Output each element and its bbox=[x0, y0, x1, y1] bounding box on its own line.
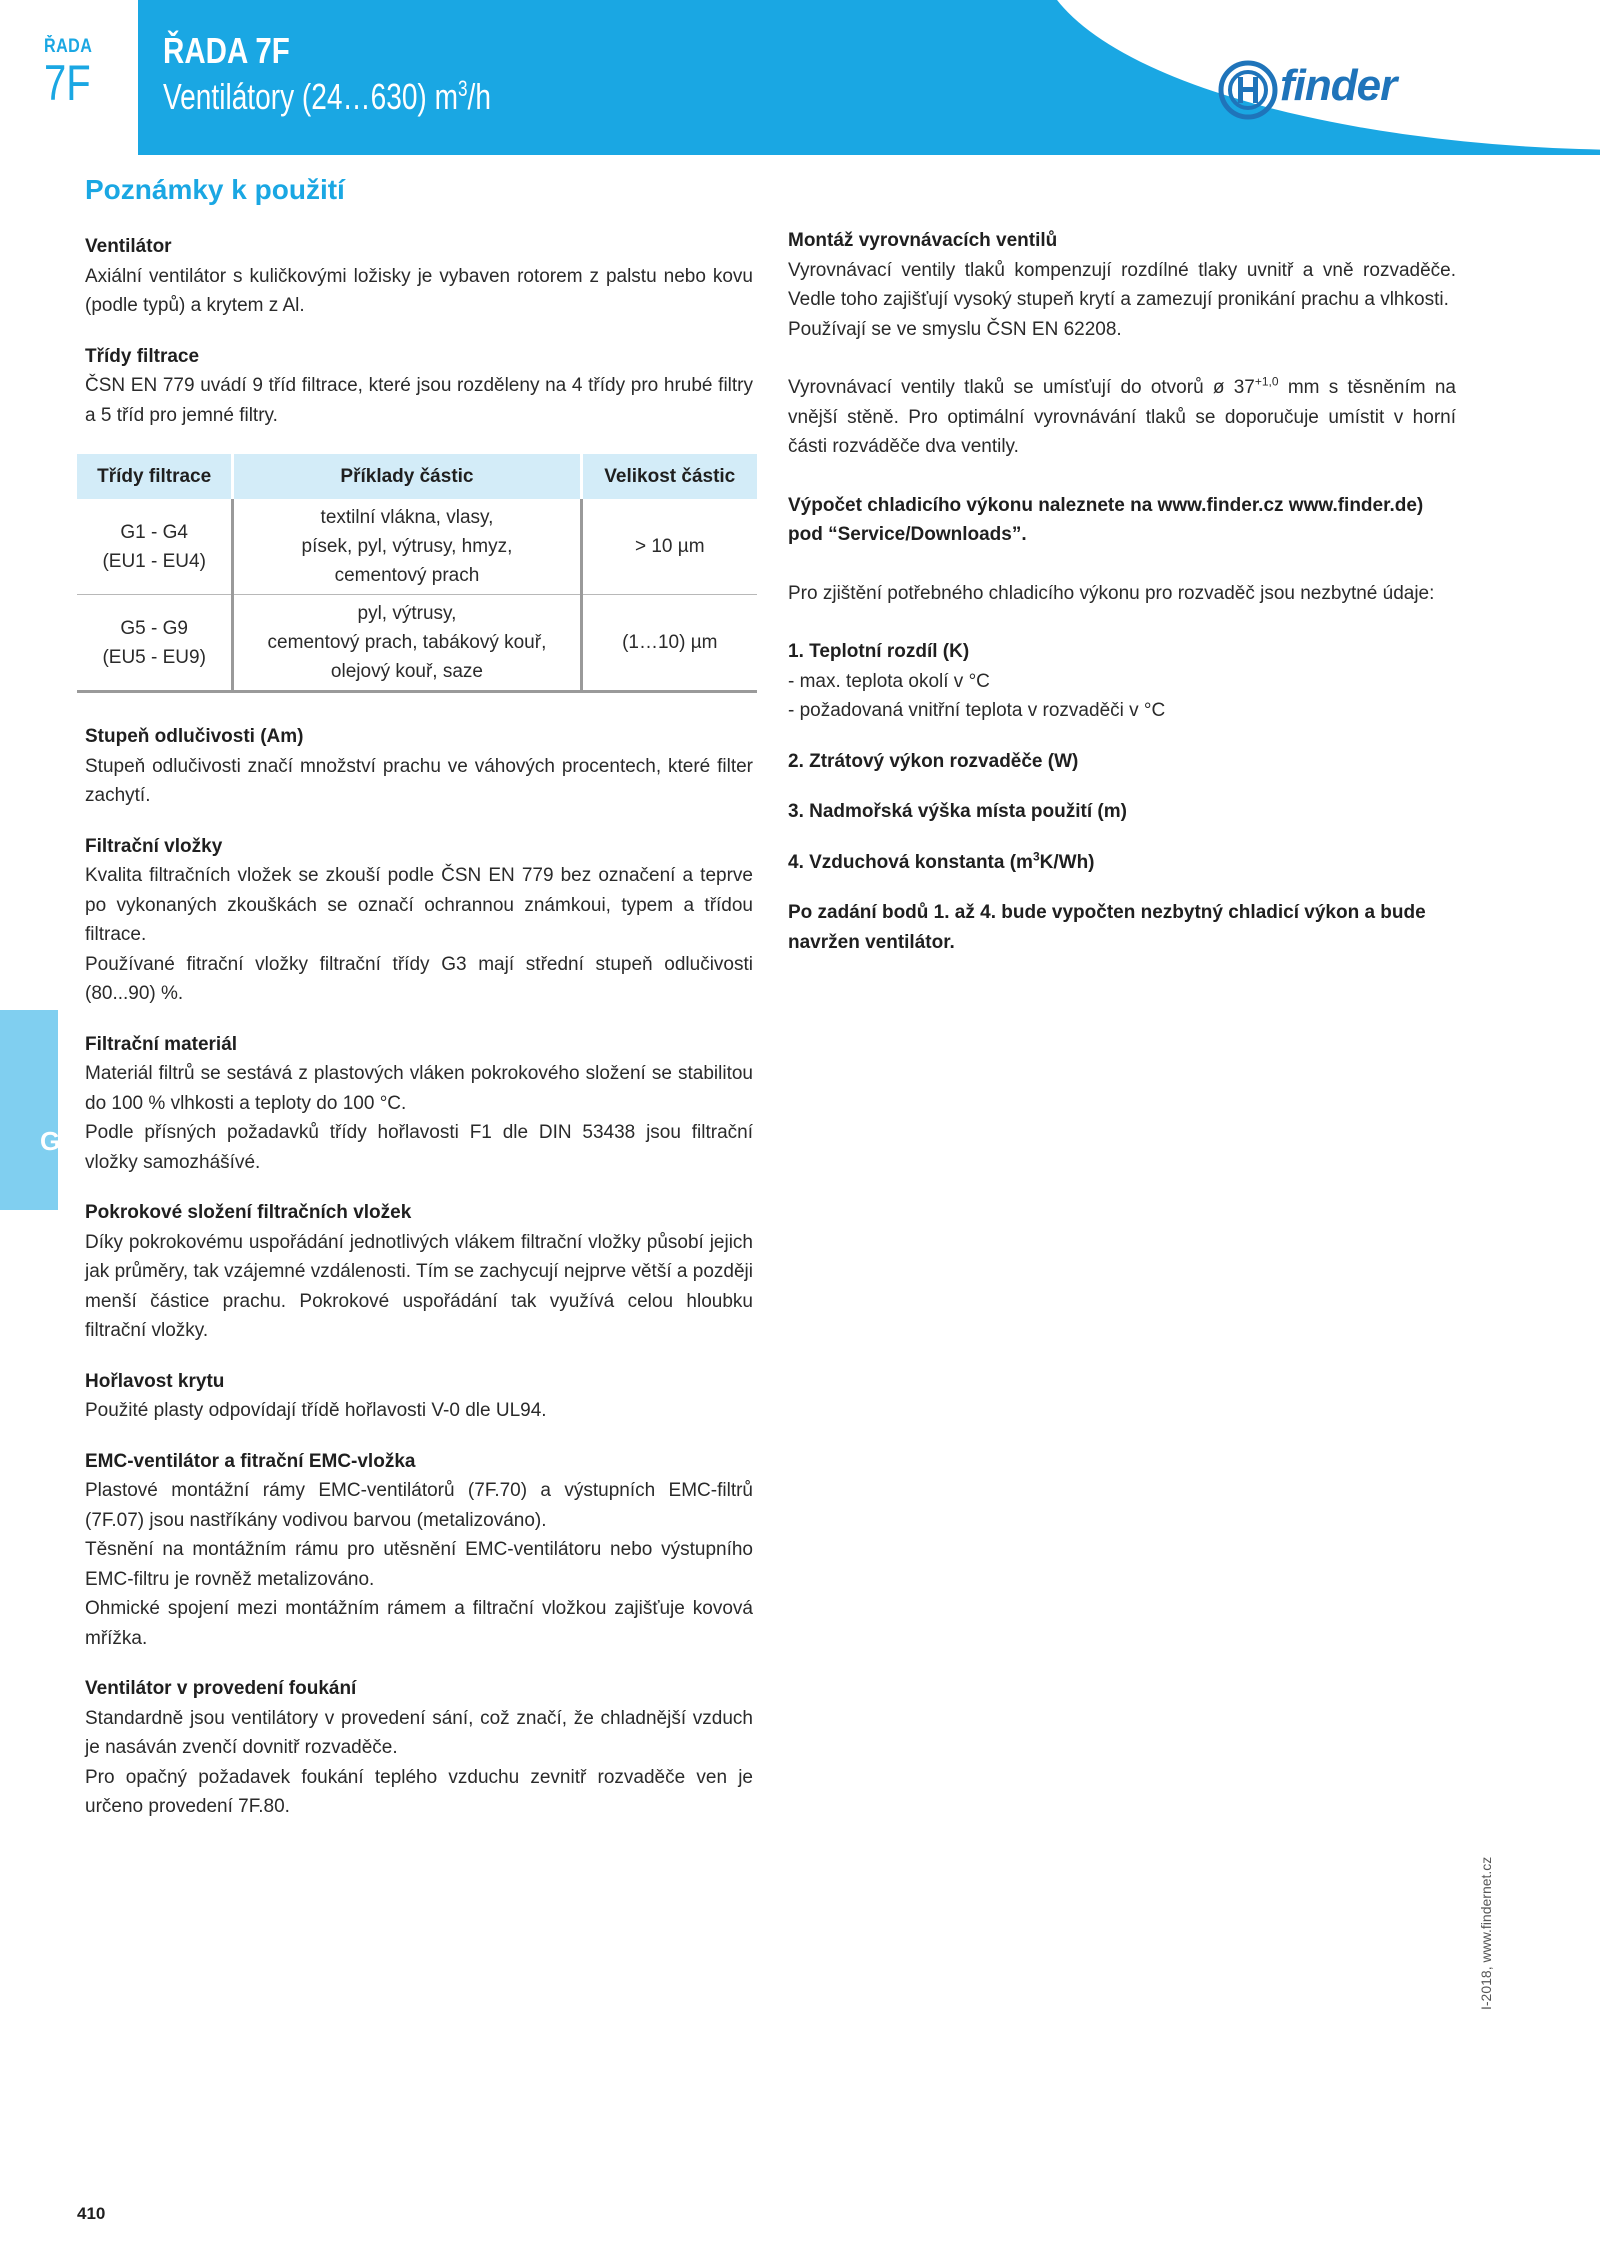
ventilator-title: Ventilátor bbox=[85, 236, 172, 257]
table-header-cell: Velikost částic bbox=[581, 454, 757, 499]
finder-logo-text: finder bbox=[1280, 61, 1397, 110]
table-row bbox=[77, 595, 757, 692]
emc-text: Těsnění na montážním rámu pro utěsnění EMC-ventilátoru nebo výstupního EMC-filtru je rovněž metalizováno. bbox=[85, 1539, 753, 1590]
vlozky-text: Kvalita filtračních vložek se zkouší podle ČSN EN 779 bez označení a teprve po vykonaných zkouškách se označí ochrannou známkoui, typem a třídou filtrace. bbox=[85, 865, 753, 945]
montaz-hole-text bbox=[788, 373, 1456, 462]
stupen-title: Stupeň odlučivosti (Am) bbox=[85, 726, 304, 747]
item-2: 2. Ztrátový výkon rozvaděče (W) bbox=[788, 750, 1079, 772]
montaz-text: Používají se ve smyslu ČSN EN 62208. bbox=[788, 318, 1122, 340]
subtitle-suffix: /h bbox=[467, 76, 491, 117]
montaz-hole-tolerance: +1,0 bbox=[1254, 374, 1279, 389]
item-4-a: 4. Vzduchová konstanta (m bbox=[788, 851, 1033, 873]
foukani-block bbox=[85, 1674, 753, 1822]
table-header-cell: Příklady částic bbox=[233, 454, 581, 499]
item-1-line: - požadovaná vnitřní teplota v rozvaděči v °C bbox=[788, 700, 1166, 721]
material-text: Materiál filtrů se sestává z plastových vláken pokrokového složení se stabilitou do 100 % vlhkosti a teploty do 100 °C. bbox=[85, 1063, 753, 1114]
subtitle-text: Ventilátory (24…630) m bbox=[163, 76, 458, 117]
tridy-block bbox=[85, 342, 753, 431]
class-line: (EU1 - EU4) bbox=[102, 550, 206, 572]
item-3: 3. Nadmořská výška místa použití (m) bbox=[788, 801, 1127, 822]
class-line: (EU5 - EU9) bbox=[102, 646, 206, 668]
emc-block bbox=[85, 1447, 753, 1654]
example-line: písek, pyl, výtrusy, hmyz, bbox=[301, 536, 513, 557]
side-chapter-letter: G bbox=[40, 1126, 61, 1156]
montaz-title: Montáž vyrovnávacích ventilů bbox=[788, 230, 1058, 251]
foukani-title: Ventilátor v provedení foukání bbox=[85, 1678, 357, 1699]
table-header-cell: Třídy filtrace bbox=[77, 454, 233, 499]
tridy-title: Třídy filtrace bbox=[85, 345, 200, 367]
table-cell-examples bbox=[233, 499, 581, 595]
vlozky-title: Filtrační vložky bbox=[85, 835, 223, 857]
table-header-row bbox=[77, 454, 757, 499]
montaz-text: Vyrovnávací ventily tlaků kompenzují rozdílné tlaky uvnitř a vně rozvaděče. Vedle toho zajišťují vysoký stupeň krytí a zamezují pronikání prachu a vlhkosti. bbox=[788, 259, 1456, 310]
table-row bbox=[77, 499, 757, 595]
example-line: pyl, výtrusy, bbox=[357, 603, 457, 624]
vypocet-text: Výpočet chladicího výkonu naleznete na www.finder.cz www.finder.de) pod “Service/Downloads”. bbox=[788, 494, 1424, 545]
montaz-hole-text-b: mm s těsněním na vnější stěně. Pro optimální vyrovnávání tlaků se doporučuje umístit v horní části rozváděče dva ventily. bbox=[788, 377, 1456, 457]
side-header bbox=[0, 0, 138, 155]
horlavost-title: Hořlavost krytu bbox=[85, 1370, 225, 1392]
emc-title: EMC-ventilátor a fitrační EMC-vložka bbox=[85, 1450, 416, 1472]
ventilator-block bbox=[85, 232, 753, 321]
filter-class-table bbox=[77, 454, 757, 693]
section-title: Poznámky k použití bbox=[85, 174, 345, 205]
item-1-line: - max. teplota okolí v °C bbox=[788, 670, 990, 692]
item-1-title: 1. Teplotní rozdíl (K) bbox=[788, 641, 970, 662]
pokrok-text: Díky pokrokovému uspořádání jednotlivých vlákem filtrační vložky působí jejich jak průměry, tak vzájemné vzdálenosti. Tím se zachycují nejprve větší a později menší částice prachu. Pokrokové uspořádání tak využívá celou hloubku filtrační vložky. bbox=[85, 1231, 753, 1341]
table-cell-size: > 10 µm bbox=[581, 499, 757, 595]
table-cell-size: (1…10) µm bbox=[581, 595, 757, 692]
table-cell-class bbox=[77, 499, 233, 595]
finder-logo bbox=[1218, 55, 1458, 125]
material-block bbox=[85, 1030, 753, 1178]
side-chapter-tab bbox=[0, 1010, 61, 1210]
foukani-text: Pro opačný požadavek foukání teplého vzduchu zevnitř rozvaděče ven je určeno provedení 7F.80. bbox=[85, 1766, 753, 1817]
series-title: ŘADA 7F bbox=[163, 30, 290, 71]
vlozky-block bbox=[85, 832, 753, 1009]
page-number: 410 bbox=[77, 2204, 106, 2223]
item-4-b: K/Wh) bbox=[1039, 851, 1095, 873]
item-4-sup: 3 bbox=[1032, 849, 1040, 864]
ventilator-text: Axiální ventilátor s kuličkovými ložisky je vybaven rotorem z palstu nebo kovu (podle typů) a krytem z Al. bbox=[85, 265, 753, 316]
side-series-number: 7F bbox=[44, 55, 91, 111]
material-text: Podle přísných požadavků třídy hořlavosti F1 dle DIN 53438 jsou filtrační vložky samozhášívé. bbox=[85, 1122, 753, 1173]
zjisteni-text: Pro zjištění potřebného chladicího výkonu pro rozvaděč jsou nezbytné údaje: bbox=[788, 582, 1435, 604]
montaz-block bbox=[788, 226, 1456, 344]
vlozky-text: Používané fitrační vložky filtrační třídy G3 mají střední stupeň odlučivosti (80...90) %. bbox=[85, 953, 753, 1004]
class-line: G1 - G4 bbox=[120, 521, 188, 543]
example-line: olejový kouř, saze bbox=[330, 661, 483, 682]
item-4 bbox=[788, 848, 1456, 878]
right-column bbox=[788, 226, 1456, 957]
class-line: G5 - G9 bbox=[120, 617, 188, 639]
example-line: cementový prach, tabákový kouř, bbox=[267, 632, 547, 653]
pokrok-block bbox=[85, 1198, 753, 1346]
emc-text: Plastové montážní rámy EMC-ventilátorů (7F.70) a výstupních EMC-filtrů (7F.07) jsou nastříkány vodivou barvou (metalizováno). bbox=[85, 1480, 753, 1531]
example-line: textilní vlákna, vlasy, bbox=[320, 507, 494, 528]
final-text: Po zadání bodů 1. až 4. bude vypočten nezbytný chladicí výkon a bude navržen ventilátor. bbox=[788, 902, 1426, 953]
example-line: cementový prach bbox=[334, 565, 480, 586]
foukani-text: Standardně jsou ventilátory v provedení sání, což značí, že chladnější vzduch je nasáván zvenčí dovnitř rozvaděče. bbox=[85, 1707, 753, 1758]
horlavost-text: Použité plasty odpovídají třídě hořlavosti V-0 dle UL94. bbox=[85, 1400, 547, 1421]
table-cell-examples bbox=[233, 595, 581, 692]
finder-logo-icon bbox=[1218, 55, 1280, 125]
material-title: Filtrační materiál bbox=[85, 1033, 238, 1055]
stupen-block bbox=[85, 722, 753, 811]
horlavost-block bbox=[85, 1367, 753, 1426]
footer-vertical-text: I-2018, www.findernet.cz bbox=[1478, 1856, 1494, 2010]
subtitle-sup: 3 bbox=[457, 76, 468, 101]
tridy-text: ČSN EN 779 uvádí 9 tříd filtrace, které jsou rozděleny na 4 třídy pro hrubé filtry a 5 tříd pro jemné filtry. bbox=[85, 375, 753, 426]
stupen-text: Stupeň odlučivosti značí množství prachu ve váhových procentech, které filter zachytí. bbox=[85, 755, 753, 806]
series-subtitle bbox=[163, 76, 491, 118]
montaz-hole-text-a: Vyrovnávací ventily tlaků se umísťují do otvorů ø 37 bbox=[788, 377, 1255, 398]
side-series-label: ŘADA bbox=[44, 36, 93, 57]
left-column bbox=[85, 232, 753, 1822]
emc-text: Ohmické spojení mezi montážním rámem a filtrační vložkou zajišťuje kovová mřížka. bbox=[85, 1598, 753, 1649]
pokrok-title: Pokrokové složení filtračních vložek bbox=[85, 1202, 412, 1223]
table-cell-class bbox=[77, 595, 233, 692]
